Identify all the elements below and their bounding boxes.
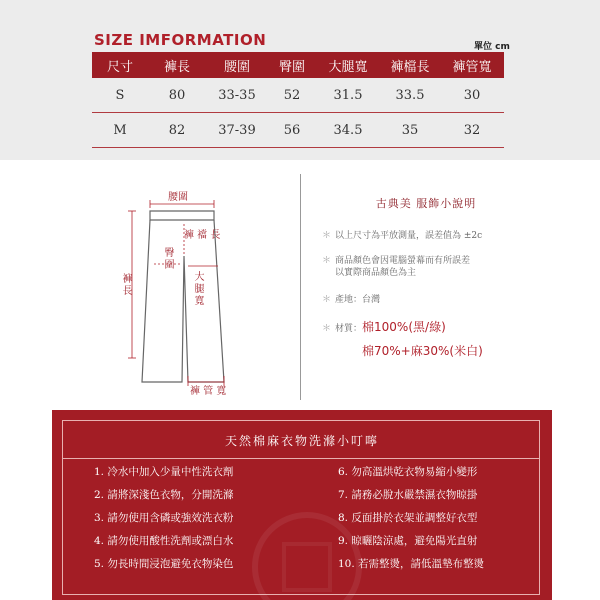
header-thigh: 大腿寬	[316, 52, 380, 78]
size-table-header	[92, 52, 504, 78]
table-row	[92, 113, 504, 148]
table-cell: 35	[380, 113, 440, 148]
note-color-line2: 以實際商品顏色為主	[335, 268, 417, 278]
care-item: 1. 冷水中加入少量中性洗衣劑	[94, 466, 234, 478]
table-cell: 34.5	[316, 113, 380, 148]
care-item: 7. 請務必脫水嚴禁濕衣物晾掛	[338, 489, 478, 501]
header-hem: 褲管寬	[440, 52, 504, 78]
note-tolerance: ＊ 以上尺寸為平放測量，誤差值為 ±2c	[322, 231, 483, 241]
table-cell: M	[92, 113, 148, 148]
size-info-section	[0, 0, 600, 160]
material-1: 棉100%(黑/綠)	[362, 320, 446, 334]
star-icon: ＊	[322, 256, 332, 266]
header-rise: 褲檔長	[380, 52, 440, 78]
brand-note-title: 古典美 服飾小說明	[375, 197, 477, 210]
diagram-thigh-label: 大腿寬	[194, 272, 205, 307]
care-title: 天然棉麻衣物洗滌小叮嚀	[224, 434, 379, 448]
star-icon: ＊	[322, 231, 332, 241]
care-item: 5. 勿長時間浸泡避免衣物染色	[94, 558, 234, 570]
table-cell: 33.5	[380, 78, 440, 113]
table-row	[92, 78, 504, 113]
care-item: 3. 請勿使用含磷或強效洗衣粉	[94, 512, 234, 524]
diagram-length-label: 褲長	[122, 274, 133, 297]
material-2: 棉70%+麻30%(米白)	[362, 344, 483, 358]
table-cell: 82	[148, 113, 206, 148]
note-material: ＊ 材質：棉100%(黑/綠)	[322, 320, 446, 334]
table-cell: 80	[148, 78, 206, 113]
table-cell: 52	[268, 78, 316, 113]
care-item: 8. 反面掛於衣架並調整好衣型	[338, 512, 478, 524]
care-title-rule	[62, 458, 540, 459]
table-cell: 37-39	[206, 113, 268, 148]
care-item: 9. 晾曬陰涼處，避免陽光直射	[338, 535, 478, 547]
size-info-title: SIZE IMFORMATION	[94, 31, 267, 49]
pants-diagram	[108, 186, 268, 402]
star-icon: ＊	[322, 324, 332, 334]
header-length: 褲長	[148, 52, 206, 78]
diagram-hip-label: 臀圍	[164, 248, 175, 271]
table-cell: S	[92, 78, 148, 113]
header-size: 尺寸	[92, 52, 148, 78]
star-icon: ＊	[322, 295, 332, 305]
care-item: 2. 請將深淺色衣物，分開洗滌	[94, 489, 234, 501]
care-item: 10. 若需整燙，請低溫墊布整燙	[338, 558, 485, 570]
table-cell: 31.5	[316, 78, 380, 113]
note-material-2	[362, 345, 483, 359]
diagram-rise-label: 褲 襠 長	[184, 230, 221, 241]
diagram-hem-label: 褲 管 寬	[190, 386, 227, 397]
unit-label: 單位 cm	[474, 42, 510, 52]
table-cell: 33-35	[206, 78, 268, 113]
table-cell: 56	[268, 113, 316, 148]
header-waist: 腰圍	[206, 52, 268, 78]
table-cell: 32	[440, 113, 504, 148]
note-color: ＊ 商品顏色會因電腦螢幕而有所誤差	[322, 256, 471, 266]
care-section	[52, 410, 552, 600]
note-origin: ＊ 產地：台灣	[322, 295, 381, 305]
vertical-divider	[300, 174, 301, 400]
care-item: 6. 勿高溫烘乾衣物易縮小變形	[338, 466, 478, 478]
care-item: 4. 請勿使用酸性洗劑或漂白水	[94, 535, 234, 547]
diagram-waist-label: 腰圍	[168, 192, 188, 203]
header-hip: 臀圍	[268, 52, 316, 78]
table-cell: 30	[440, 78, 504, 113]
size-table	[92, 52, 504, 148]
